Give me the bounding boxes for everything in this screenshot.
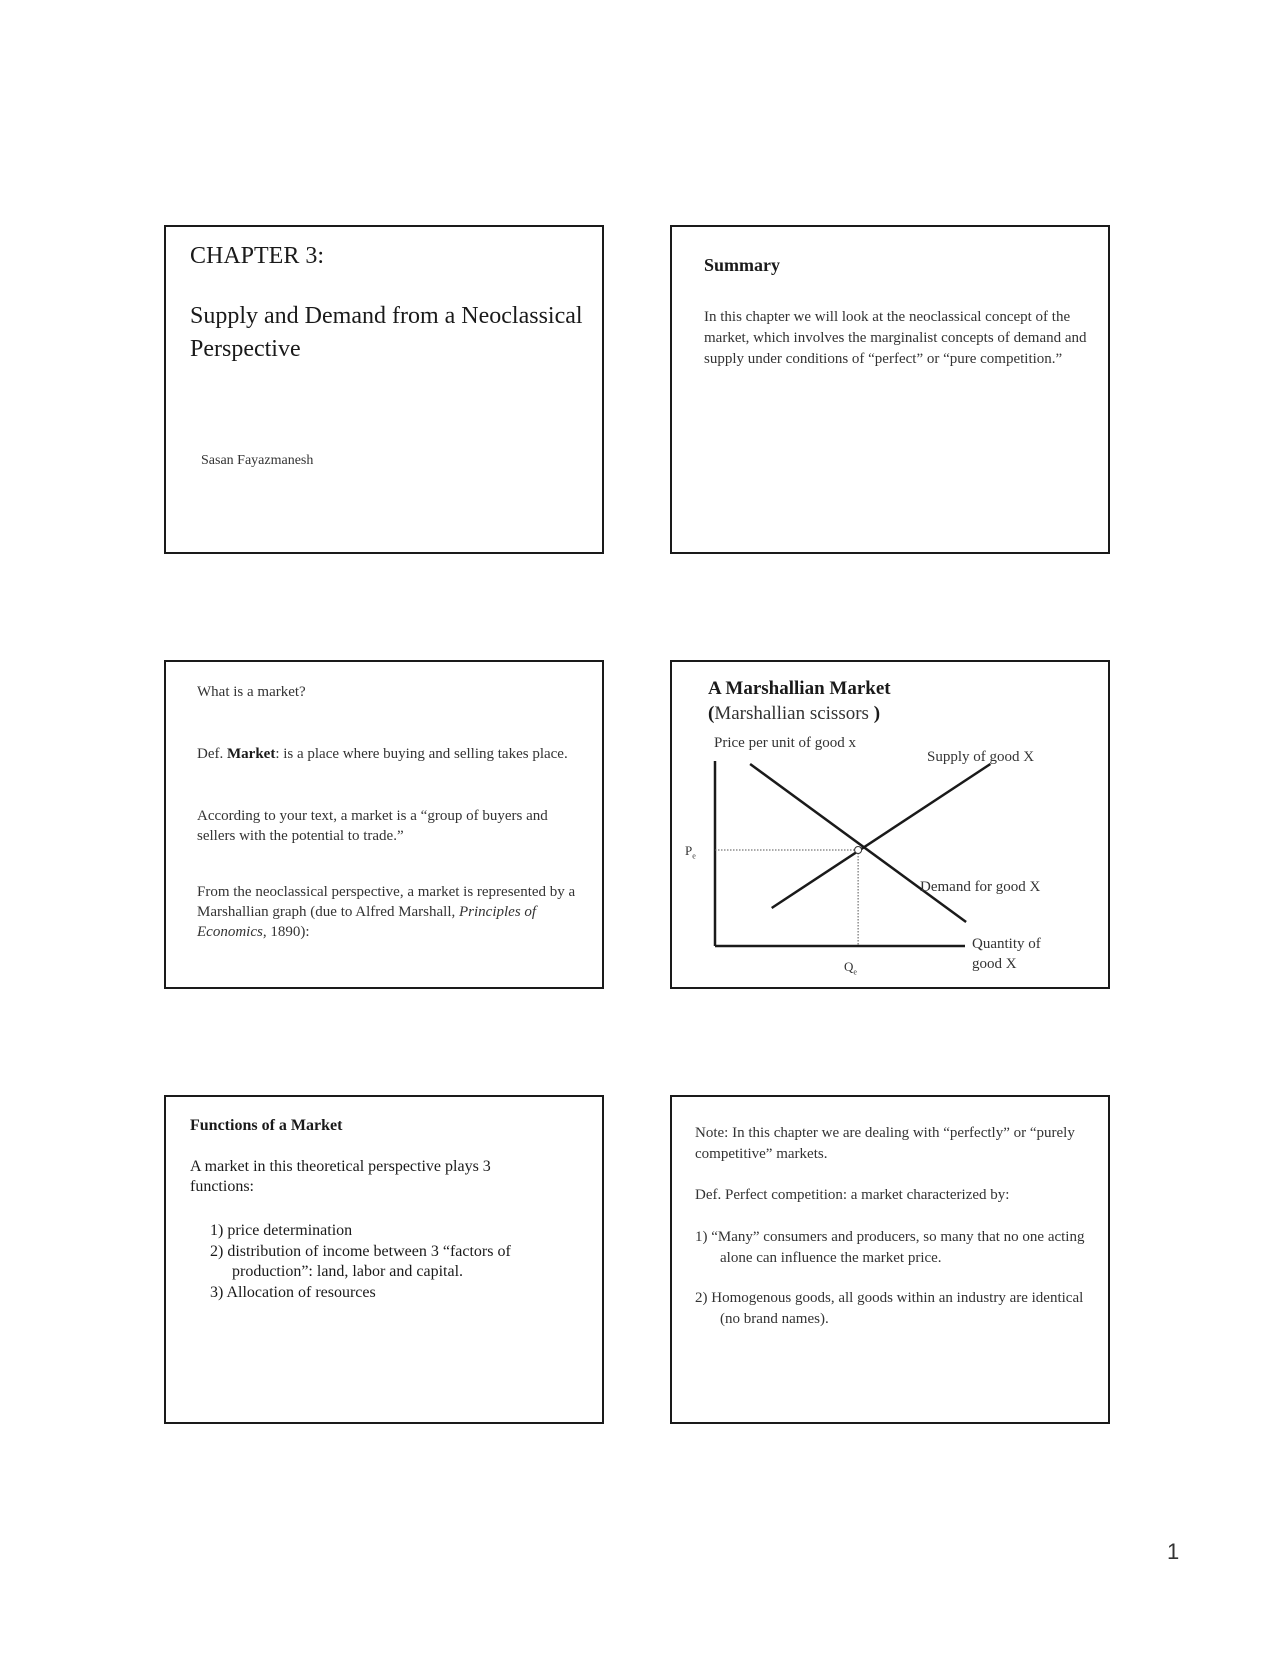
summary-body: In this chapter we will look at the neoclassical concept of the market, which involves the marginalist concepts of demand and supply under conditions of “perfect” or “pure competition.” [704,309,1087,367]
def-rest: : is a place where buying and selling takes place. [275,746,568,762]
subtitle-open-paren: ( [708,703,715,724]
competition-list [695,1227,1095,1329]
slide-what-is-market [164,660,604,989]
subtitle-close-paren: ) [873,703,881,724]
def-term: Market [227,746,276,762]
list-item: 2) Homogenous goods, all goods within an industry are identical (no brand names). [695,1290,1084,1327]
market-text-quote: According to your text, a market is a “group of buyers and sellers with the potential to trade.” [197,808,548,844]
slide-market-functions [164,1095,604,1424]
y-axis-label: Price per unit of good x [714,735,857,751]
market-definition [197,744,587,764]
supply-label: Supply of good X [927,749,1035,765]
list-item: 1) “Many” consumers and producers, so many that no one acting alone can influence the market price. [695,1229,1085,1266]
author-name: Sasan Fayazmanesh [201,453,314,468]
neo-start: From the neoclassical perspective, a market is represented by a Marshallian graph (due to Alfred Marshall, [197,884,576,920]
list-item: 2) distribution of income between 3 “factors of production”: land, labor and capital. [210,1242,511,1280]
neo-book-title: Principles of Economics [197,904,537,940]
demand-label: Demand for good X [920,879,1041,895]
functions-list [210,1221,580,1303]
slide-marshallian-market [670,660,1110,989]
chapter-label: CHAPTER 3: [190,243,325,269]
competition-definition: Def. Perfect competition: a market characterized by: [695,1187,1010,1203]
competition-note: Note: In this chapter we are dealing with “perfectly” or “purely competitive” markets. [695,1125,1075,1162]
x-axis-label: Quantity of good X [972,936,1041,972]
neo-end: , 1890): [262,924,310,940]
functions-heading: Functions of a Market [190,1117,343,1134]
functions-intro: A market in this theoretical perspective plays 3 functions: [190,1158,491,1195]
chart-title: A Marshallian Market [708,678,891,699]
chapter-subtitle: Supply and Demand from a Neoclassical Perspective [190,303,583,362]
market-neoclassical [197,882,587,942]
summary-heading: Summary [704,255,780,275]
slide-perfect-competition [670,1095,1110,1424]
market-question: What is a market? [197,684,306,700]
list-item: 3) Allocation of resources [210,1283,376,1301]
subtitle-text: Marshallian scissors [714,703,874,724]
def-prefix: Def. [197,746,227,762]
price-equilibrium-label: $P_e$ [685,843,696,861]
slide-chapter-title [164,225,604,554]
slide-summary [670,225,1110,554]
list-item: 1) price determination [210,1222,353,1239]
quantity-equilibrium-label: $Q_e$ [844,959,857,977]
page-number: 1 [1167,1539,1180,1564]
equilibrium-point [855,847,862,854]
